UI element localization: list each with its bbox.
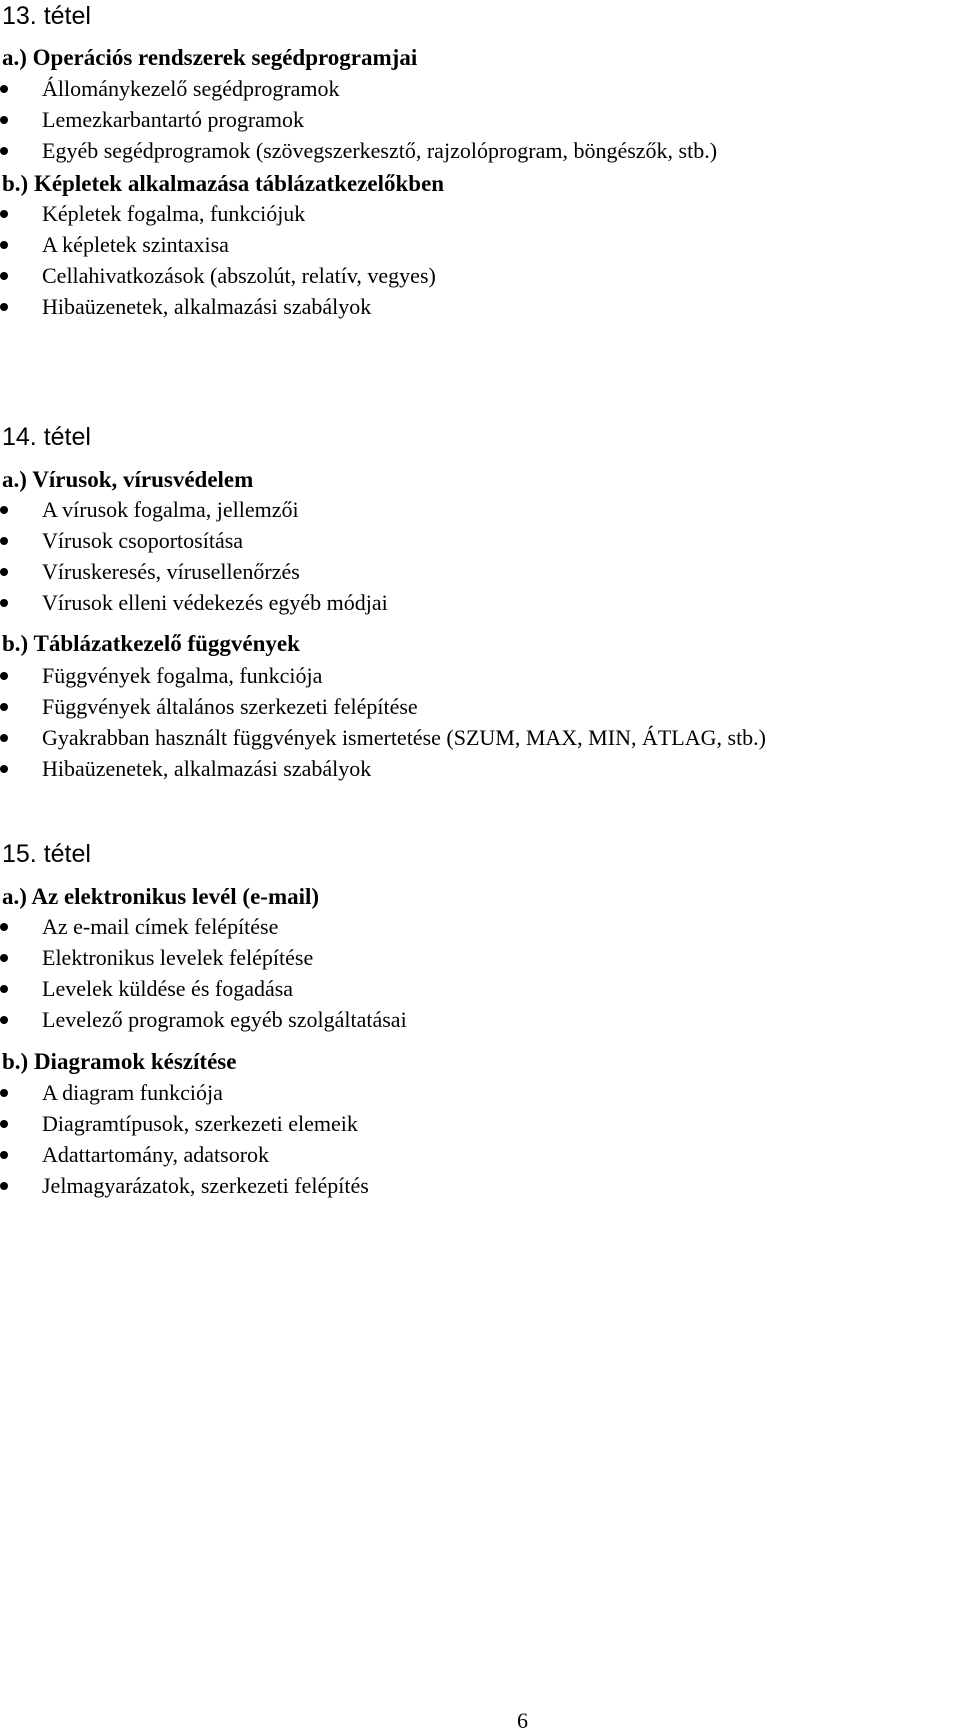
- list-item-text: Állománykezelő segédprogramok: [42, 76, 340, 101]
- subsection-heading: b.) Táblázatkezelő függvények: [2, 631, 300, 656]
- bullet-icon: [0, 1182, 8, 1190]
- list-item-text: Diagramtípusok, szerkezeti elemeik: [42, 1111, 358, 1136]
- bullet-icon: [0, 303, 8, 311]
- list-item-text: Függvények fogalma, funkciója: [42, 663, 323, 688]
- section-title: 14. tétel: [2, 423, 91, 451]
- bullet-icon: [0, 568, 8, 576]
- list-item-text: Függvények általános szerkezeti felépítése: [42, 694, 418, 719]
- list-item-text: Lemezkarbantartó programok: [42, 107, 305, 132]
- bullet-icon: [0, 506, 8, 514]
- bullet-icon: [0, 765, 8, 773]
- section-title: 15. tétel: [2, 840, 91, 868]
- bullet-icon: [0, 954, 8, 962]
- subsection-heading: a.) Operációs rendszerek segédprogramjai: [2, 45, 418, 70]
- bullet-icon: [0, 1016, 8, 1024]
- bullet-icon: [0, 1089, 8, 1097]
- section-title: 13. tétel: [2, 2, 91, 30]
- subsection-heading: a.) Vírusok, vírusvédelem: [2, 467, 254, 492]
- bullet-icon: [0, 672, 8, 680]
- bullet-icon: [0, 923, 8, 931]
- subsection-heading: b.) Képletek alkalmazása táblázatkezelőkben: [2, 171, 445, 196]
- bullet-icon: [0, 85, 8, 93]
- list-item-text: Hibaüzenetek, alkalmazási szabályok: [42, 294, 372, 319]
- list-item-text: A képletek szintaxisa: [42, 232, 229, 257]
- list-item-text: Levelek küldése és fogadása: [42, 976, 294, 1001]
- list-item-text: Vírusok csoportosítása: [42, 528, 244, 553]
- list-item-text: Vírusok elleni védekezés egyéb módjai: [42, 590, 388, 615]
- list-item-text: Gyakrabban használt függvények ismertetése (SZUM, MAX, MIN, ÁTLAG, stb.): [42, 725, 767, 750]
- page-number: 6: [517, 1708, 528, 1733]
- list-item-text: Levelező programok egyéb szolgáltatásai: [42, 1007, 407, 1032]
- bullet-icon: [0, 272, 8, 280]
- list-item-text: Jelmagyarázatok, szerkezeti felépítés: [42, 1173, 369, 1198]
- list-item-text: Elektronikus levelek felépítése: [42, 945, 314, 970]
- list-item-text: A vírusok fogalma, jellemzői: [42, 497, 299, 522]
- bullet-icon: [0, 116, 8, 124]
- list-item-text: Adattartomány, adatsorok: [42, 1142, 270, 1167]
- bullet-icon: [0, 147, 8, 155]
- bullet-icon: [0, 1120, 8, 1128]
- list-item-text: Egyéb segédprogramok (szövegszerkesztő, rajzolóprogram, böngészők, stb.): [42, 138, 718, 163]
- bullet-icon: [0, 537, 8, 545]
- subsection-heading: a.) Az elektronikus levél (e-mail): [2, 884, 320, 909]
- bullet-icon: [0, 599, 8, 607]
- list-item-text: Víruskeresés, vírusellenőrzés: [42, 559, 300, 584]
- bullet-icon: [0, 1151, 8, 1159]
- bullet-icon: [0, 241, 8, 249]
- list-item-text: Hibaüzenetek, alkalmazási szabályok: [42, 756, 372, 781]
- bullet-icon: [0, 210, 8, 218]
- list-item-text: A diagram funkciója: [42, 1080, 223, 1105]
- bullet-icon: [0, 703, 8, 711]
- subsection-heading: b.) Diagramok készítése: [2, 1049, 237, 1074]
- bullet-icon: [0, 734, 8, 742]
- list-item-text: Képletek fogalma, funkciójuk: [42, 201, 306, 226]
- bullet-icon: [0, 985, 8, 993]
- list-item-text: Cellahivatkozások (abszolút, relatív, vegyes): [42, 263, 436, 288]
- list-item-text: Az e-mail címek felépítése: [42, 914, 279, 939]
